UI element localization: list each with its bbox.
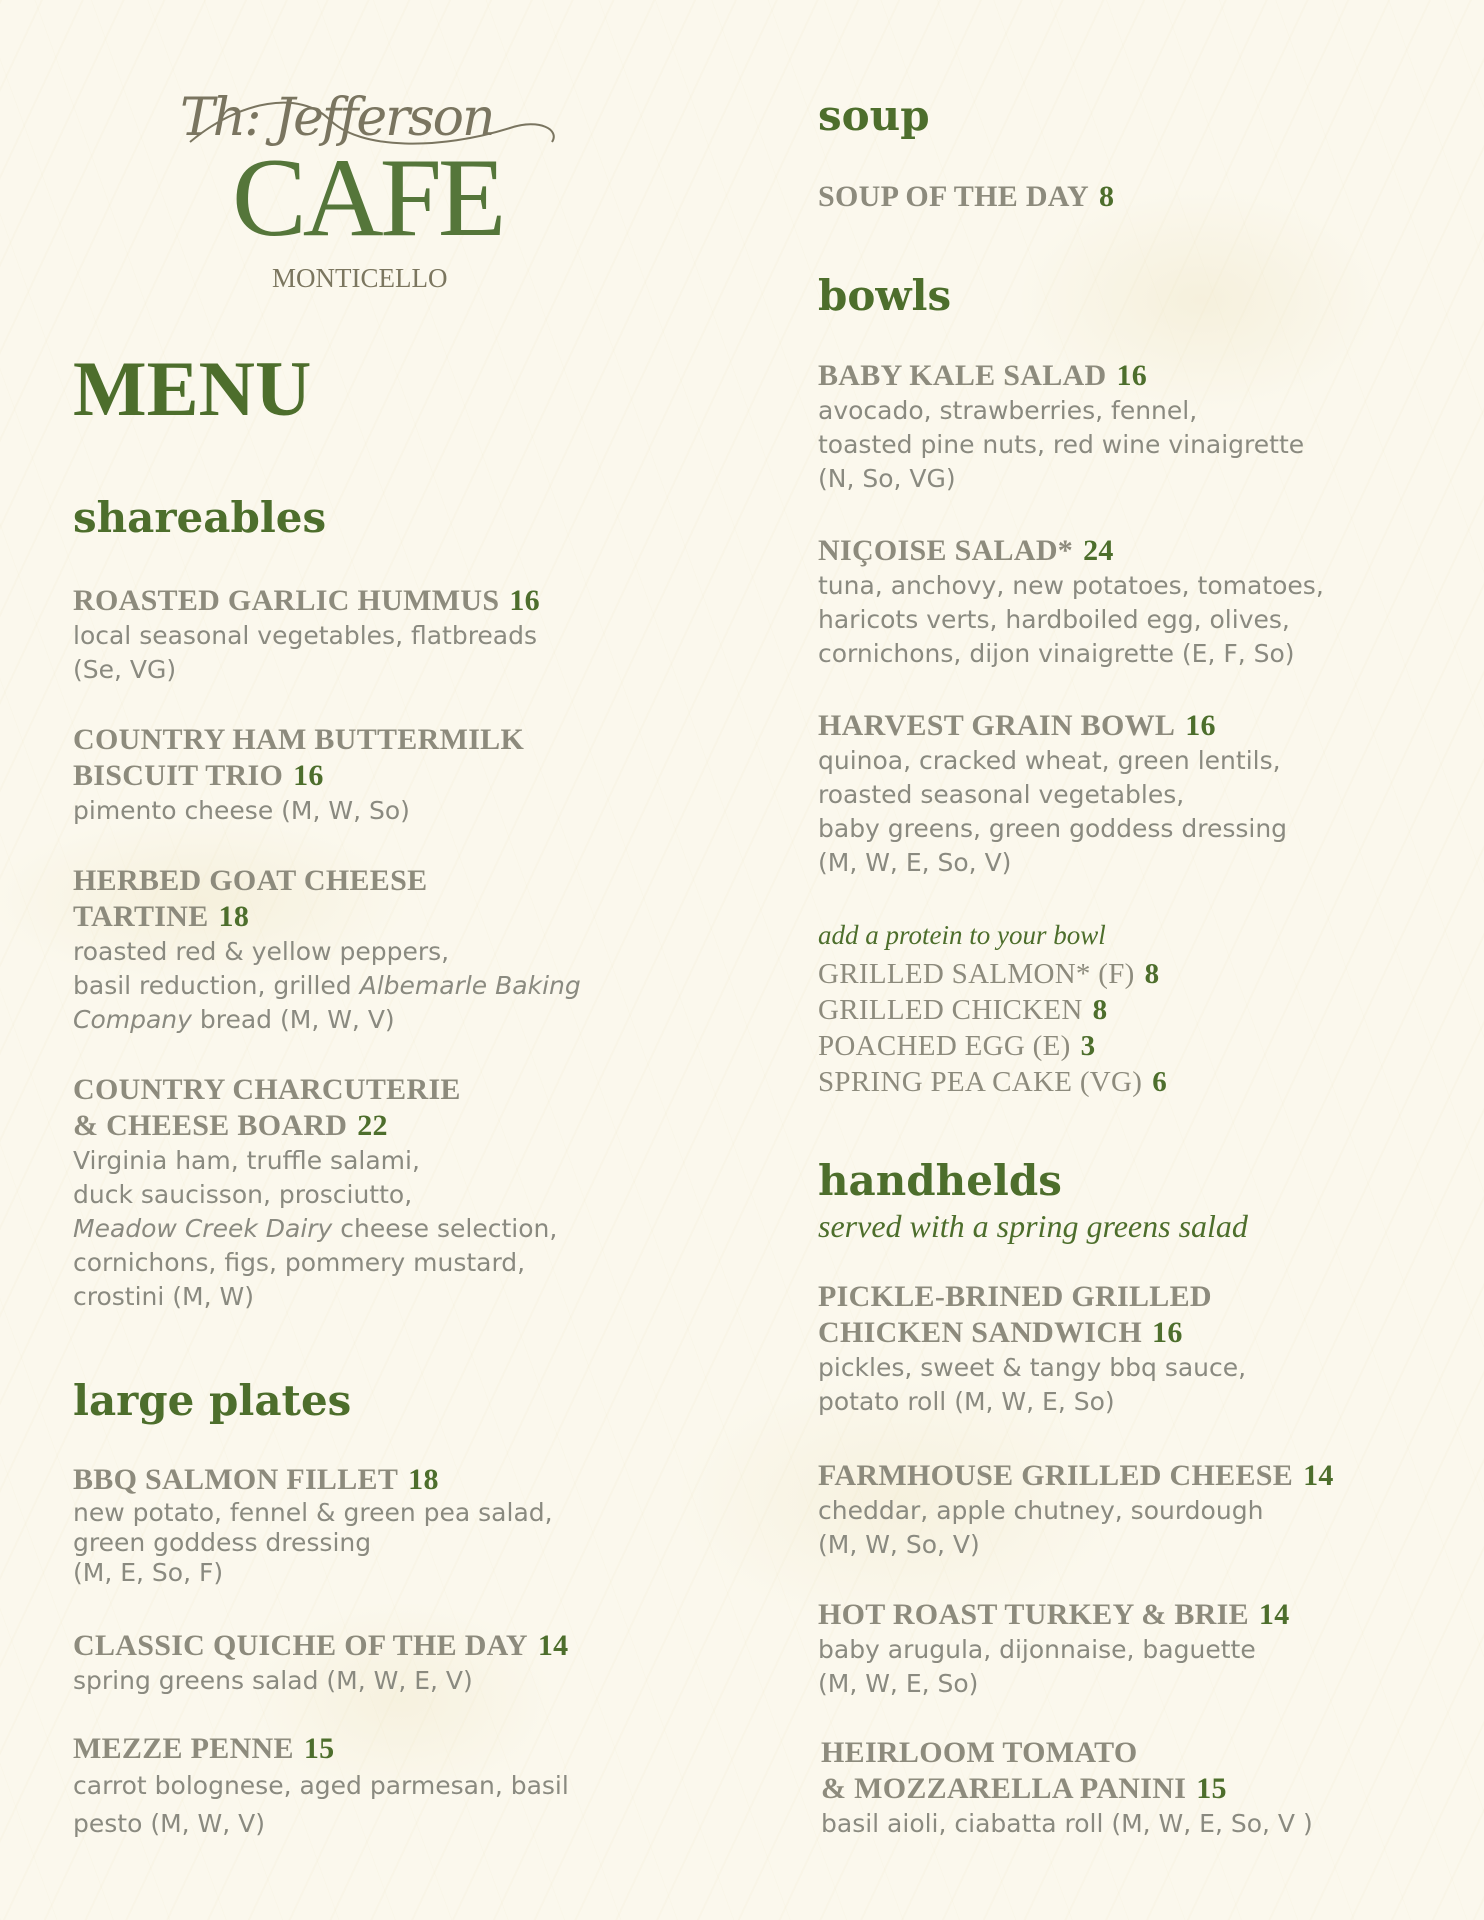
item-name: PICKLE-BRINED GRILLED CHICKEN SANDWICH 16 xyxy=(818,1280,1212,1349)
item-description: roasted red & yellow peppers, basil reduction, grilled Albemarle Baking Company bread (M, W, V) xyxy=(73,937,581,1034)
section-heading-large-plates: large plates xyxy=(73,1376,352,1425)
item-name: MEZZE PENNE 15 xyxy=(73,1732,335,1765)
item-name: COUNTRY HAM BUTTERMILK BISCUIT TRIO 16 xyxy=(73,723,525,792)
item-description: quinoa, cracked wheat, green lentils, roasted seasonal vegetables, baby greens, green goddess dressing (M, W, E, So, V) xyxy=(818,746,1288,877)
cafe-logo xyxy=(180,80,560,300)
menu-item xyxy=(73,863,673,1037)
item-price: 16 xyxy=(1152,1316,1183,1349)
item-name: SOUP OF THE DAY 8 xyxy=(818,180,1115,213)
item-description: spring greens salad (M, W, E, V) xyxy=(73,1666,473,1695)
menu-item xyxy=(818,1597,1290,1701)
menu-item xyxy=(821,1735,1313,1841)
menu-item xyxy=(73,722,524,828)
item-description: avocado, strawberries, fennel, toasted pine nuts, red wine vinaigrette (N, So, VG) xyxy=(818,396,1305,493)
menu-item xyxy=(73,583,540,687)
item-price: 8 xyxy=(1092,994,1108,1026)
item-price: 8 xyxy=(1098,180,1115,213)
item-price: 14 xyxy=(1303,1459,1334,1492)
item-price: 14 xyxy=(537,1629,569,1662)
item-price: 16 xyxy=(293,759,324,792)
item-description: new potato, fennel & green pea salad, green goddess dressing (M, E, So, F) xyxy=(73,1498,553,1587)
item-price: 14 xyxy=(1258,1598,1290,1631)
item-price: 16 xyxy=(509,584,540,617)
item-name: HEIRLOOM TOMATO & MOZZARELLA PANINI 15 xyxy=(821,1736,1227,1805)
menu-item xyxy=(73,1072,557,1314)
addon-item: GRILLED SALMON* (F) 8 xyxy=(818,958,1160,990)
item-price: 24 xyxy=(1083,534,1114,567)
addon-item: SPRING PEA CAKE (VG) 6 xyxy=(818,1066,1168,1098)
item-name: HARVEST GRAIN BOWL 16 xyxy=(818,709,1216,742)
menu-item xyxy=(818,179,1114,215)
item-description: Virginia ham, truffle salami, duck saucisson, prosciutto, Meadow Creek Dairy cheese selection, cornichons, figs, pommery mustard, crostini (M, W) xyxy=(73,1146,558,1311)
menu-item xyxy=(818,1279,1246,1419)
addon-item: POACHED EGG (E) 3 xyxy=(818,1030,1096,1062)
logo-name: CAFE xyxy=(232,136,503,260)
item-description: tuna, anchovy, new potatoes, tomatoes, haricots verts, hardboiled egg, olives, cornichons, dijon vinaigrette (E, F, So) xyxy=(818,571,1324,668)
item-name: FARMHOUSE GRILLED CHEESE 14 xyxy=(818,1459,1334,1492)
menu-item xyxy=(73,1628,568,1698)
menu-title: MENU xyxy=(73,345,312,432)
item-price: 15 xyxy=(1196,1772,1227,1805)
item-name: COUNTRY CHARCUTERIE & CHEESE BOARD 22 xyxy=(73,1073,461,1142)
item-description: pickles, sweet & tangy bbq sauce, potato roll (M, W, E, So) xyxy=(818,1353,1247,1416)
logo-location: MONTICELLO xyxy=(272,263,448,293)
item-name: HERBED GOAT CHEESE TARTINE 18 xyxy=(73,864,428,933)
item-price: 16 xyxy=(1116,359,1148,392)
menu-item xyxy=(818,358,1304,496)
item-description: pimento cheese (M, W, So) xyxy=(73,796,410,825)
menu-item xyxy=(818,533,1324,671)
item-price: 16 xyxy=(1185,709,1216,742)
item-price: 15 xyxy=(303,1732,335,1765)
item-description: basil aioli, ciabatta roll (M, W, E, So, V ) xyxy=(821,1809,1313,1838)
section-note: served with a spring greens salad xyxy=(818,1208,1248,1244)
item-name: CLASSIC QUICHE OF THE DAY 14 xyxy=(73,1629,569,1662)
item-price: 18 xyxy=(408,1463,439,1496)
section-heading-bowls: bowls xyxy=(818,271,952,320)
section-heading-shareables: shareables xyxy=(73,493,327,542)
menu-item xyxy=(818,708,1287,880)
section-heading-handhelds: handhelds xyxy=(818,1156,1062,1205)
item-description: baby arugula, dijonnaise, baguette (M, W, E, So) xyxy=(818,1635,1256,1698)
menu-item xyxy=(73,1462,553,1588)
item-name: NIÇOISE SALAD* 24 xyxy=(818,534,1114,567)
item-price: 18 xyxy=(218,900,250,933)
section-heading-soup: soup xyxy=(818,91,930,140)
item-description: cheddar, apple chutney, sourdough (M, W, So, V) xyxy=(818,1496,1264,1559)
item-price: 3 xyxy=(1080,1030,1096,1062)
menu-item xyxy=(818,1458,1334,1562)
item-name: HOT ROAST TURKEY & BRIE 14 xyxy=(818,1598,1290,1631)
item-price: 8 xyxy=(1144,958,1160,990)
item-name: BBQ SALMON FILLET 18 xyxy=(73,1463,439,1496)
item-description: carrot bolognese, aged parmesan, basil pesto (M, W, V) xyxy=(73,1771,569,1838)
logo-signature: Th: Jefferson xyxy=(180,88,494,148)
addon-heading: add a protein to your bowl xyxy=(818,920,1106,950)
item-price: 6 xyxy=(1152,1066,1168,1098)
item-name: ROASTED GARLIC HUMMUS 16 xyxy=(73,584,540,617)
addon-item: GRILLED CHICKEN 8 xyxy=(818,994,1108,1026)
item-description: local seasonal vegetables, flatbreads (Se, VG) xyxy=(73,621,538,684)
item-price: 22 xyxy=(357,1109,388,1142)
item-name: BABY KALE SALAD 16 xyxy=(818,359,1148,392)
menu-item xyxy=(73,1731,569,1843)
